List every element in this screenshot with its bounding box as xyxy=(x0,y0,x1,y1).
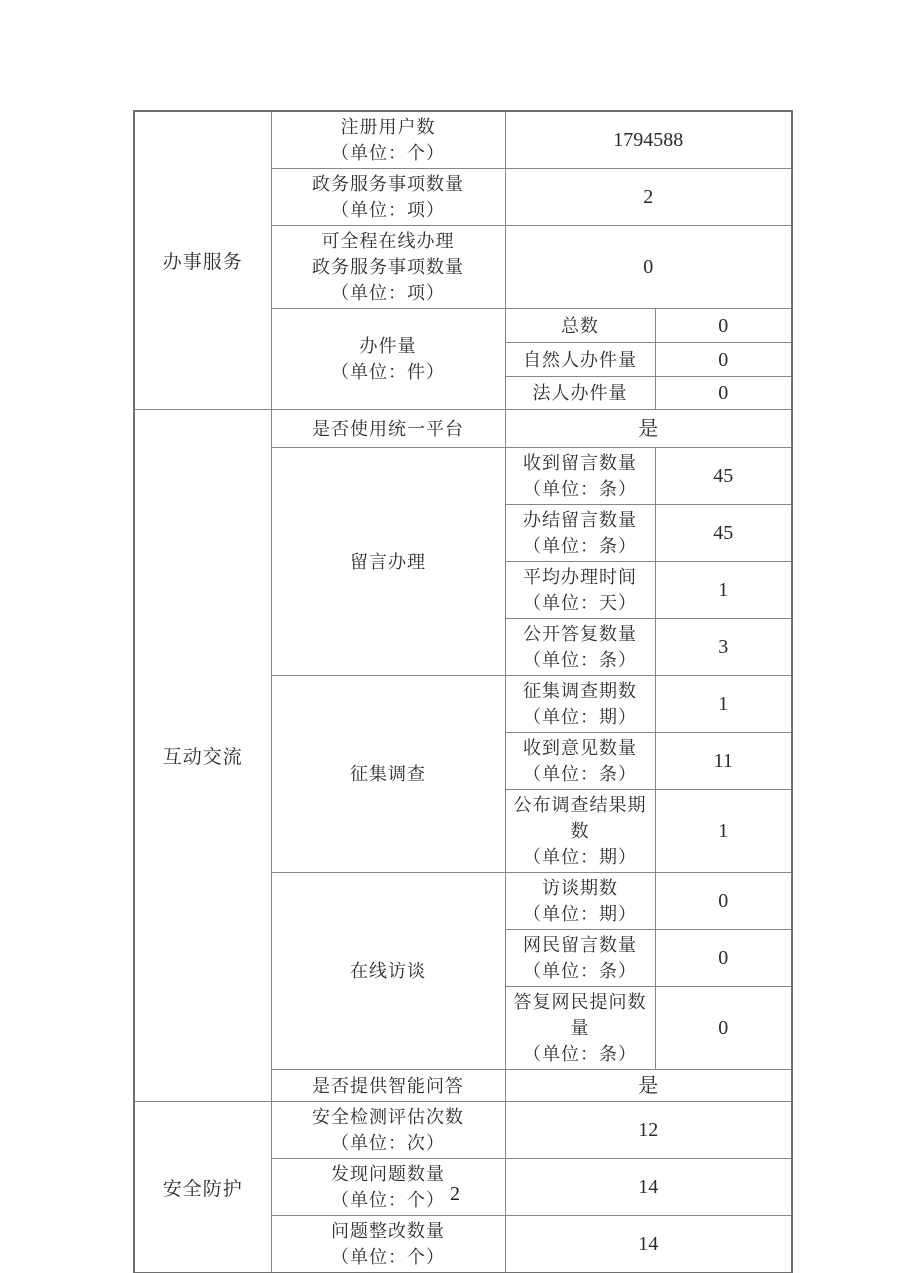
label-survey-periods: 征集调查期数 （单位：期） xyxy=(505,676,655,733)
value-smart-qa: 是 xyxy=(505,1070,792,1102)
value-survey-results-published: 1 xyxy=(655,790,792,873)
label-full-online-items: 可全程在线办理 政务服务事项数量 （单位：项） xyxy=(271,226,505,309)
value-case-natural-person: 0 xyxy=(655,343,792,377)
annual-report-table xyxy=(133,110,793,1273)
value-problems-found: 14 xyxy=(505,1159,792,1216)
value-registered-users: 1794588 xyxy=(505,111,792,169)
label-interview: 在线访谈 xyxy=(271,873,505,1070)
value-security-assessments: 12 xyxy=(505,1102,792,1159)
label-registered-users: 注册用户数 （单位：个） xyxy=(271,111,505,169)
value-messages-completed: 45 xyxy=(655,505,792,562)
label-security-assessments: 安全检测评估次数 （单位：次） xyxy=(271,1102,505,1159)
label-problems-found: 发现问题数量 （单位：个） xyxy=(271,1159,505,1216)
label-case-volume: 办件量 （单位：件） xyxy=(271,309,505,410)
label-survey: 征集调查 xyxy=(271,676,505,873)
value-unified-platform: 是 xyxy=(505,410,792,448)
value-case-total: 0 xyxy=(655,309,792,343)
label-opinions-received: 收到意见数量 （单位：条） xyxy=(505,733,655,790)
value-gov-service-items: 2 xyxy=(505,169,792,226)
value-average-handling-time: 1 xyxy=(655,562,792,619)
label-netizen-questions-answered: 答复网民提问数量 （单位：条） xyxy=(505,987,655,1070)
label-average-handling-time: 平均办理时间 （单位：天） xyxy=(505,562,655,619)
label-message-handling: 留言办理 xyxy=(271,448,505,676)
value-netizen-questions-answered: 0 xyxy=(655,987,792,1070)
label-problems-rectified: 问题整改数量 （单位：个） xyxy=(271,1216,505,1273)
value-netizen-messages: 0 xyxy=(655,930,792,987)
page-number: 2 xyxy=(450,1183,460,1205)
category-service: 办事服务 xyxy=(134,111,271,410)
label-public-replies: 公开答复数量 （单位：条） xyxy=(505,619,655,676)
value-case-legal-person: 0 xyxy=(655,377,792,410)
value-problems-rectified: 14 xyxy=(505,1216,792,1273)
label-smart-qa: 是否提供智能问答 xyxy=(271,1070,505,1102)
value-opinions-received: 11 xyxy=(655,733,792,790)
label-gov-service-items: 政务服务事项数量 （单位：项） xyxy=(271,169,505,226)
label-case-legal-person: 法人办件量 xyxy=(505,377,655,410)
value-interview-periods: 0 xyxy=(655,873,792,930)
value-full-online-items: 0 xyxy=(505,226,792,309)
label-survey-results-published: 公布调查结果期数 （单位：期） xyxy=(505,790,655,873)
label-unified-platform: 是否使用统一平台 xyxy=(271,410,505,448)
value-survey-periods: 1 xyxy=(655,676,792,733)
label-netizen-messages: 网民留言数量 （单位：条） xyxy=(505,930,655,987)
value-public-replies: 3 xyxy=(655,619,792,676)
label-interview-periods: 访谈期数 （单位：期） xyxy=(505,873,655,930)
label-case-total: 总数 xyxy=(505,309,655,343)
category-security: 安全防护 xyxy=(134,1102,271,1273)
label-messages-received: 收到留言数量 （单位：条） xyxy=(505,448,655,505)
value-messages-received: 45 xyxy=(655,448,792,505)
category-interaction: 互动交流 xyxy=(134,410,271,1102)
label-messages-completed: 办结留言数量 （单位：条） xyxy=(505,505,655,562)
label-case-natural-person: 自然人办件量 xyxy=(505,343,655,377)
